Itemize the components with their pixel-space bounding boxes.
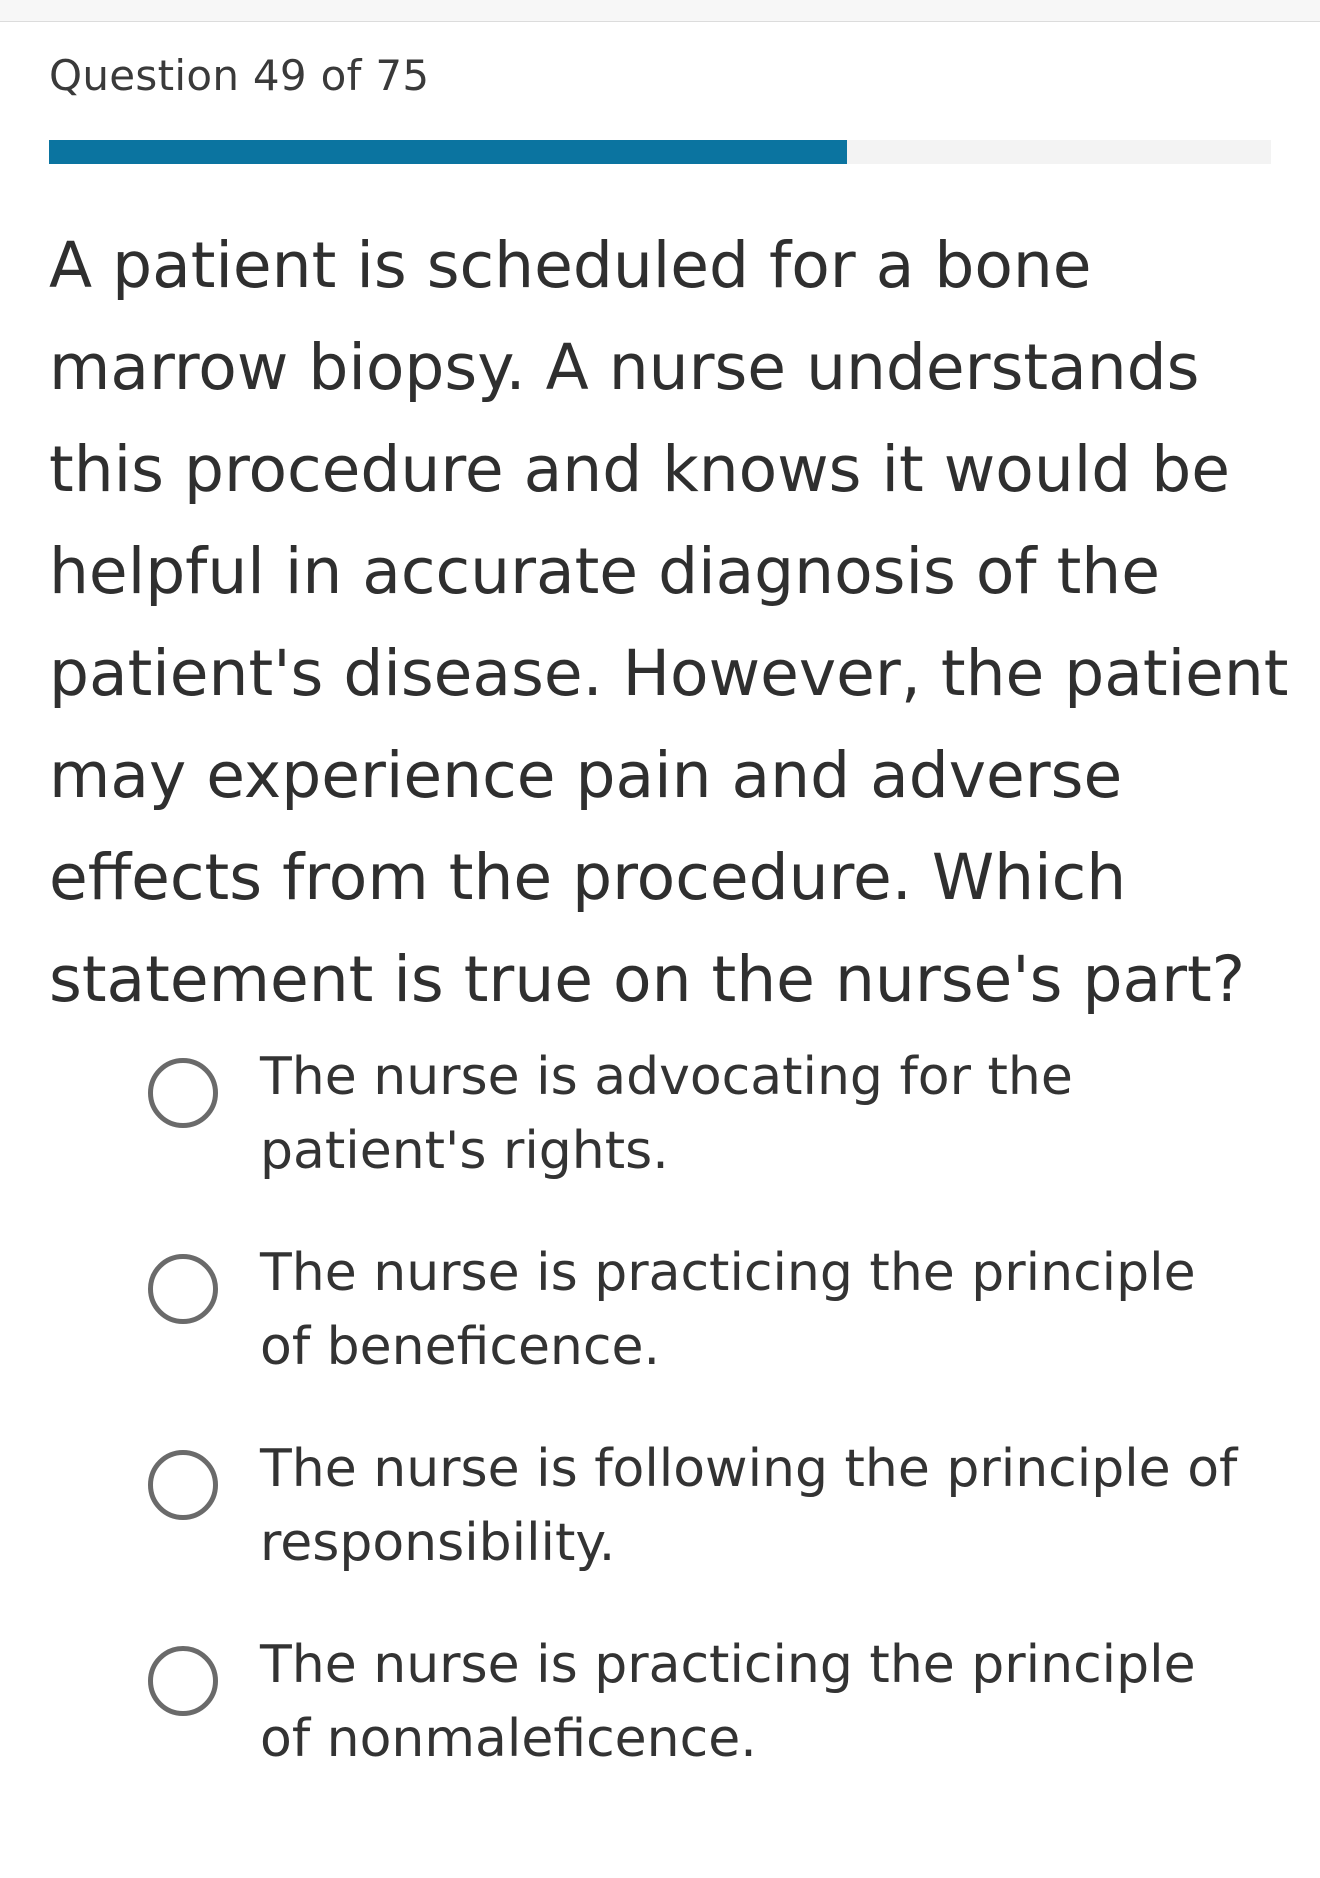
radio-button-icon[interactable] [148, 1450, 218, 1520]
question-counter: Question 49 of 75 [49, 51, 430, 100]
answer-label[interactable]: The nurse is practicing the principle of nonmaleficence. [260, 1635, 1196, 1769]
answer-option-4[interactable] [148, 1628, 1288, 1824]
answer-option-2[interactable] [148, 1236, 1288, 1432]
radio-button-icon[interactable] [148, 1254, 218, 1324]
answer-label[interactable]: The nurse is practicing the principle of beneficence. [260, 1243, 1196, 1377]
answer-option-1[interactable] [148, 1040, 1288, 1236]
question-text: A patient is scheduled for a bone marrow biopsy. A nurse understands this procedure and knows it would be helpful in accurate diagnosis of the patient's disease. However, the patient may experience pain and adverse effects from the procedure. Which statement is true on the nurse's part? [49, 229, 1289, 1016]
progress-bar [49, 140, 1271, 164]
answer-label[interactable]: The nurse is following the principle of responsibility. [260, 1439, 1238, 1573]
progress-bar-fill [49, 140, 847, 164]
answer-option-3[interactable] [148, 1432, 1288, 1628]
top-border [0, 0, 1320, 22]
radio-button-icon[interactable] [148, 1646, 218, 1716]
radio-button-icon[interactable] [148, 1058, 218, 1128]
answer-label[interactable]: The nurse is advocating for the patient's rights. [260, 1047, 1073, 1181]
answer-list [148, 1040, 1288, 1824]
